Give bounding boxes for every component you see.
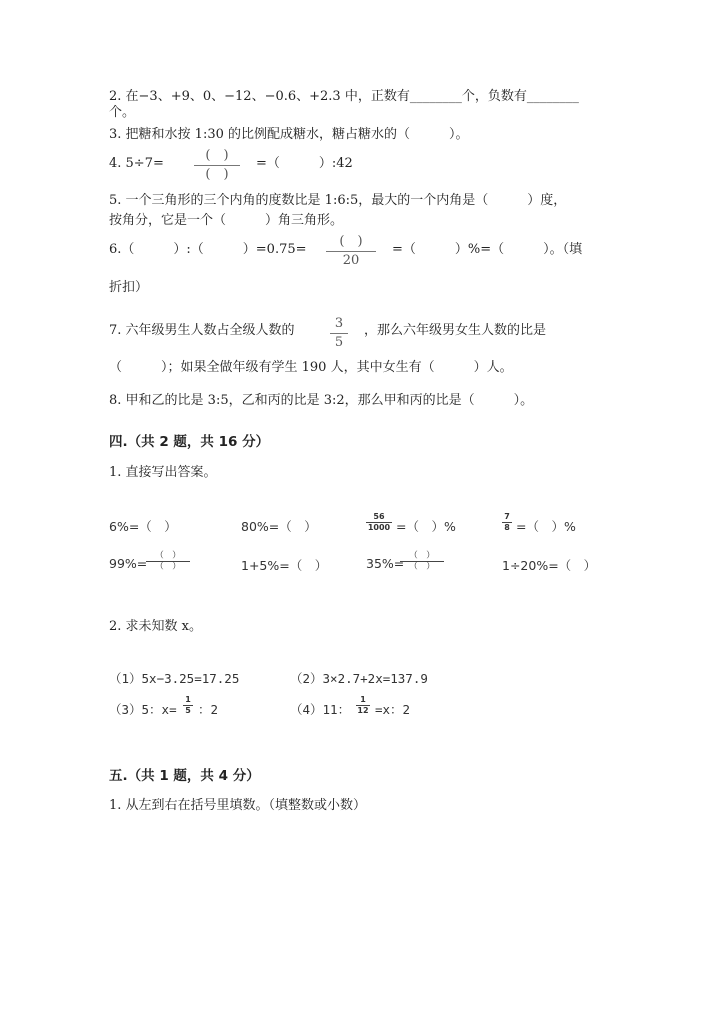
q6-fraction-denominator: 20 [342, 253, 360, 268]
fraction-56-numerator: 56 [373, 512, 385, 521]
section5-q1-title: 1. 从左到右在括号里填数。（填整数或小数） [109, 798, 367, 813]
q6-fraction-numerator: ( ) [339, 234, 363, 249]
equation-3-fraction [183, 695, 193, 716]
q7-fraction [330, 316, 348, 351]
answer-35-percent-prefix: 35%= [366, 556, 405, 571]
fraction-7-numerator: 7 [504, 512, 510, 521]
answer-7-8: =（ ）% [516, 519, 576, 534]
q7-prefix: 7. 六年级男生人数占全级人数的 [109, 323, 295, 338]
q5-line1: 5. 一个三角形的三个内角的度数比是 1:6:5，最大的一个内角是（ ）度， [109, 193, 567, 208]
equation-4-denominator: 12 [357, 706, 369, 715]
q4-prefix: 4. 5÷7= [109, 156, 164, 171]
q7-line2: （ ）；如果全做年级有学生 190 人，其中女生有（ ）人。 [109, 360, 513, 375]
fraction-7-8 [502, 512, 512, 533]
q7-suffix: ，那么六年级男女生人数的比是 [364, 323, 547, 338]
answer-1-plus-5-percent: 1+5%=（ ） [241, 558, 328, 573]
answer-1-div-20-percent: 1÷20%=（ ） [502, 558, 597, 573]
answer-56-1000: =（ ）% [396, 519, 456, 534]
q6-fraction [326, 234, 376, 269]
answer-35-numerator: （ ） [409, 551, 435, 561]
q4-fraction [194, 148, 240, 183]
fraction-1000-denominator: 1000 [367, 523, 391, 532]
answer-35-denominator: （ ） [409, 562, 435, 572]
q8: 8. 甲和乙的比是 3:5，乙和丙的比是 3:2，那么甲和丙的比是（ ）。 [109, 393, 534, 408]
section4-q1-title: 1. 直接写出答案。 [109, 465, 217, 480]
q6-line2: 折扣） [109, 280, 149, 295]
q7-fraction-numerator: 3 [334, 316, 344, 331]
q5-line2: 按角分，它是一个（ ）角三角形。 [109, 213, 344, 228]
equation-3-numerator: 1 [185, 695, 191, 704]
q4-fraction-numerator: ( ) [205, 148, 229, 163]
answer-99-percent-fraction [146, 551, 190, 572]
equation-4-fraction [356, 695, 370, 716]
equation-4-numerator: 1 [360, 695, 366, 704]
q4-fraction-denominator: ( ) [205, 167, 229, 182]
equation-1: （1）5x−3.25=17.25 [109, 671, 240, 686]
q2-line2: 个。 [109, 105, 136, 120]
answer-35-percent-fraction [400, 551, 444, 572]
q6-prefix: 6.（ ）:（ ）=0.75= [109, 242, 307, 257]
equation-3-prefix: （3）5：x= [109, 702, 177, 717]
answer-6-percent: 6%=（ ） [109, 519, 177, 534]
q7-fraction-denominator: 5 [334, 335, 344, 350]
section4-q2-title: 2. 求未知数 x。 [109, 619, 202, 634]
answer-99-denominator: （ ） [155, 562, 181, 572]
equation-4-prefix: （4）11： [290, 702, 351, 717]
equation-2: （2）3×2.7+2x=137.9 [290, 671, 428, 686]
q6-suffix: =（ ）%=（ ）。（填 [392, 242, 583, 257]
answer-80-percent: 80%=（ ） [241, 519, 317, 534]
answer-99-percent-prefix: 99%= [109, 556, 148, 571]
fraction-8-denominator: 8 [504, 523, 510, 532]
section4-heading: 四.（共 2 题，共 16 分） [109, 434, 270, 450]
fraction-56-1000 [366, 512, 392, 533]
q2-line1: 2. 在−3、+9、0、−12、−0.6、+2.3 中，正数有________个，负数有________ [109, 89, 579, 104]
q3: 3. 把糖和水按 1:30 的比例配成糖水，糖占糖水的（ ）。 [109, 127, 469, 142]
answer-99-numerator: （ ） [155, 551, 181, 561]
q4-suffix: =（ ）:42 [256, 156, 353, 171]
equation-4-suffix: =x：2 [375, 702, 411, 717]
section5-heading: 五.（共 1 题，共 4 分） [109, 768, 260, 784]
equation-3-denominator: 5 [185, 706, 191, 715]
equation-3-suffix: ：2 [198, 702, 219, 717]
